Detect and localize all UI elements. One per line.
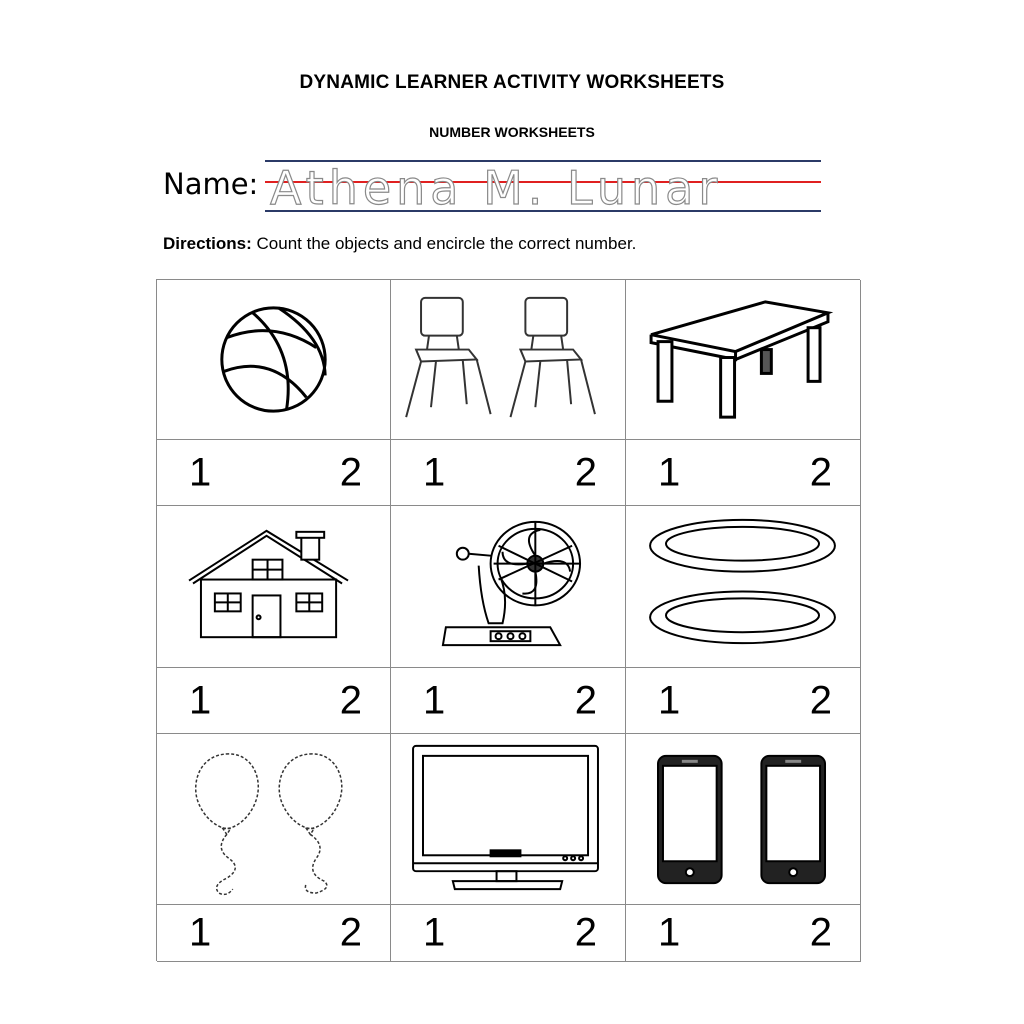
number-choice-cell bbox=[626, 440, 861, 506]
directions bbox=[163, 234, 636, 254]
worksheet-grid bbox=[156, 279, 860, 961]
page-subtitle: NUMBER WORKSHEETS bbox=[429, 124, 595, 140]
number-choice-cell bbox=[391, 905, 626, 962]
television-icon bbox=[391, 734, 625, 904]
picture-cell bbox=[157, 734, 391, 905]
balloon-icon bbox=[157, 734, 390, 904]
page-title: DYNAMIC LEARNER ACTIVITY WORKSHEETS bbox=[299, 72, 725, 93]
picture-cell bbox=[626, 734, 861, 905]
number-choice-2[interactable]: 2 bbox=[574, 910, 597, 955]
picture-cell bbox=[626, 280, 861, 440]
number-choice-cell bbox=[626, 905, 861, 962]
number-choice-2[interactable]: 2 bbox=[574, 678, 597, 722]
number-choice-cell bbox=[157, 668, 391, 734]
picture-cell bbox=[391, 280, 626, 440]
picture-cell bbox=[157, 280, 391, 440]
table-icon bbox=[626, 280, 860, 439]
number-choice-1[interactable]: 1 bbox=[189, 910, 212, 955]
directions-text: Count the objects and encircle the correct number. bbox=[251, 234, 637, 253]
number-choice-2[interactable]: 2 bbox=[809, 910, 832, 955]
number-choice-cell bbox=[391, 668, 626, 734]
directions-label: Directions: bbox=[163, 234, 252, 253]
basketball-icon bbox=[157, 280, 390, 439]
number-choice-2[interactable]: 2 bbox=[339, 450, 362, 494]
number-choice-cell bbox=[626, 668, 861, 734]
number-choice-2[interactable]: 2 bbox=[339, 678, 362, 722]
number-choice-2[interactable]: 2 bbox=[339, 910, 362, 955]
number-choice-1[interactable]: 1 bbox=[658, 678, 681, 722]
number-choice-2[interactable]: 2 bbox=[809, 678, 832, 722]
name-label: Name: bbox=[163, 167, 259, 201]
number-choice-cell bbox=[391, 440, 626, 506]
number-choice-1[interactable]: 1 bbox=[189, 678, 212, 722]
house-icon bbox=[157, 506, 390, 667]
plate-icon bbox=[626, 506, 860, 667]
number-choice-cell bbox=[157, 905, 391, 962]
number-choice-1[interactable]: 1 bbox=[423, 910, 446, 955]
name-field[interactable]: Athena M. Lunar bbox=[270, 161, 723, 215]
picture-cell bbox=[391, 734, 626, 905]
number-choice-1[interactable]: 1 bbox=[423, 450, 446, 494]
chair-icon bbox=[391, 280, 625, 439]
picture-cell bbox=[157, 506, 391, 668]
number-choice-1[interactable]: 1 bbox=[658, 450, 681, 494]
mobile-phone-icon bbox=[626, 734, 860, 904]
electric-fan-icon bbox=[391, 506, 625, 667]
number-choice-2[interactable]: 2 bbox=[574, 450, 597, 494]
picture-cell bbox=[391, 506, 626, 668]
number-choice-1[interactable]: 1 bbox=[658, 910, 681, 955]
number-choice-1[interactable]: 1 bbox=[189, 450, 212, 494]
number-choice-cell bbox=[157, 440, 391, 506]
picture-cell bbox=[626, 506, 861, 668]
number-choice-2[interactable]: 2 bbox=[809, 450, 832, 494]
number-choice-1[interactable]: 1 bbox=[423, 678, 446, 722]
